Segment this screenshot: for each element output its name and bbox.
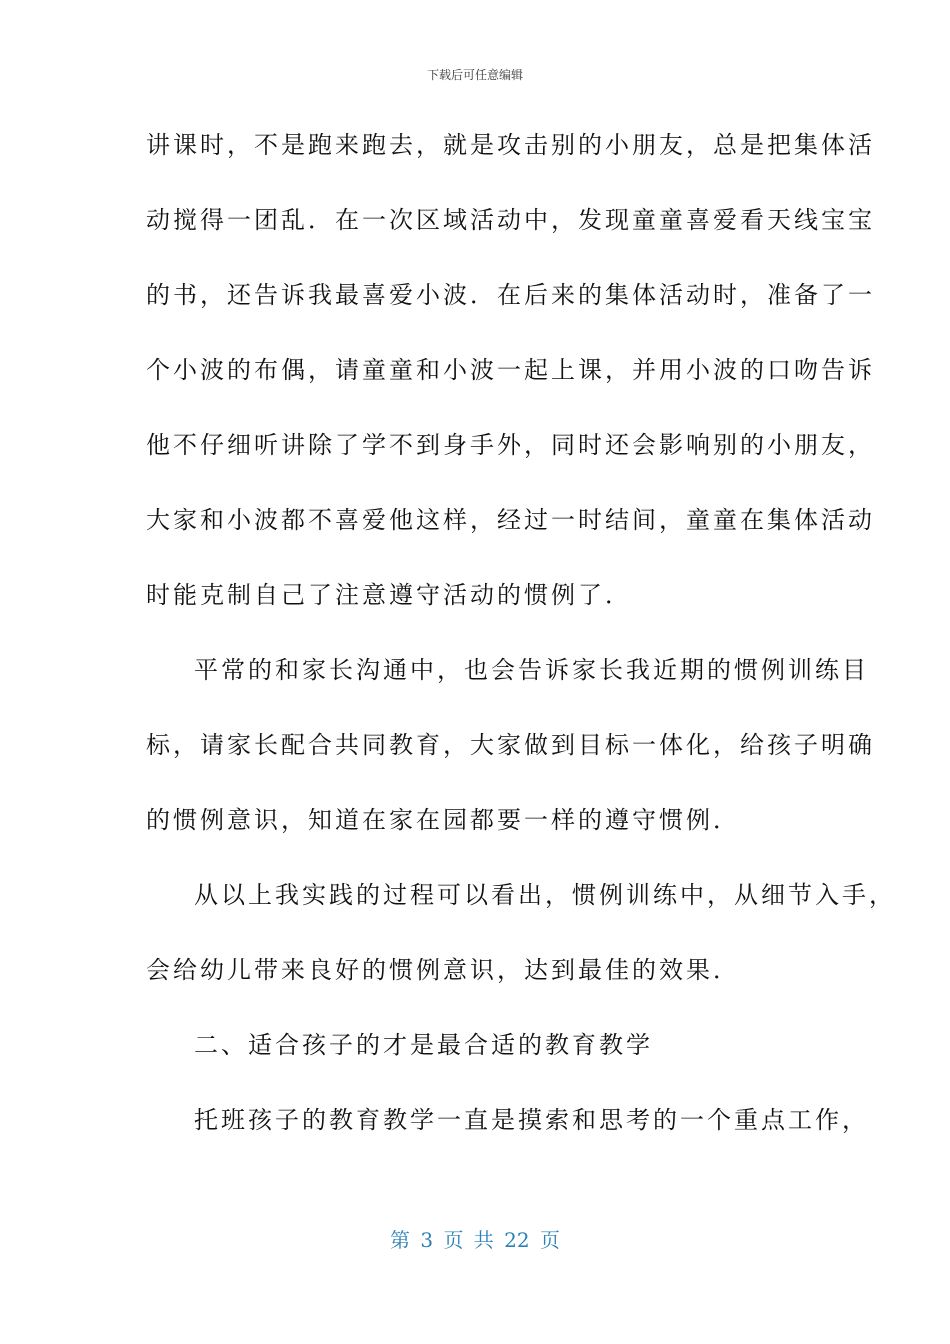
paragraph-line: 他不仔细听讲除了学不到身手外，同时还会影响别的小朋友， <box>146 431 875 459</box>
paragraph-line: 的惯例意识，知道在家在园都要一样的遵守惯例． <box>146 806 740 834</box>
paragraph-line: 动搅得一团乱．在一次区域活动中，发现童童喜爱看天线宝宝 <box>146 206 875 234</box>
paragraph-line: 平常的和家长沟通中，也会告诉家长我近期的惯例训练目 <box>194 656 869 684</box>
paragraph-line: 托班孩子的教育教学一直是摸索和思考的一个重点工作， <box>194 1106 869 1134</box>
paragraph-line: 标，请家长配合共同教育，大家做到目标一体化，给孩子明确 <box>146 731 875 759</box>
paragraph-line: 会给幼儿带来良好的惯例意识，达到最佳的效果． <box>146 956 740 984</box>
paragraph-line: 的书，还告诉我最喜爱小波．在后来的集体活动时，准备了一 <box>146 281 875 309</box>
paragraph-line: 时能克制自己了注意遵守活动的惯例了． <box>146 581 632 609</box>
page-number-footer: 第 3 页 共 22 页 <box>390 1228 560 1252</box>
section-heading: 二、适合孩子的才是最合适的教育教学 <box>194 1031 653 1059</box>
page-header: 下载后可任意编辑 <box>426 68 523 82</box>
paragraph-line: 从以上我实践的过程可以看出，惯例训练中，从细节入手， <box>194 881 896 909</box>
document-body <box>146 125 896 1175</box>
paragraph-line: 个小波的布偶，请童童和小波一起上课，并用小波的口吻告诉 <box>146 356 875 384</box>
paragraph-line: 讲课时，不是跑来跑去，就是攻击别的小朋友，总是把集体活 <box>146 131 875 159</box>
paragraph-line: 大家和小波都不喜爱他这样，经过一时结间，童童在集体活动 <box>146 506 875 534</box>
